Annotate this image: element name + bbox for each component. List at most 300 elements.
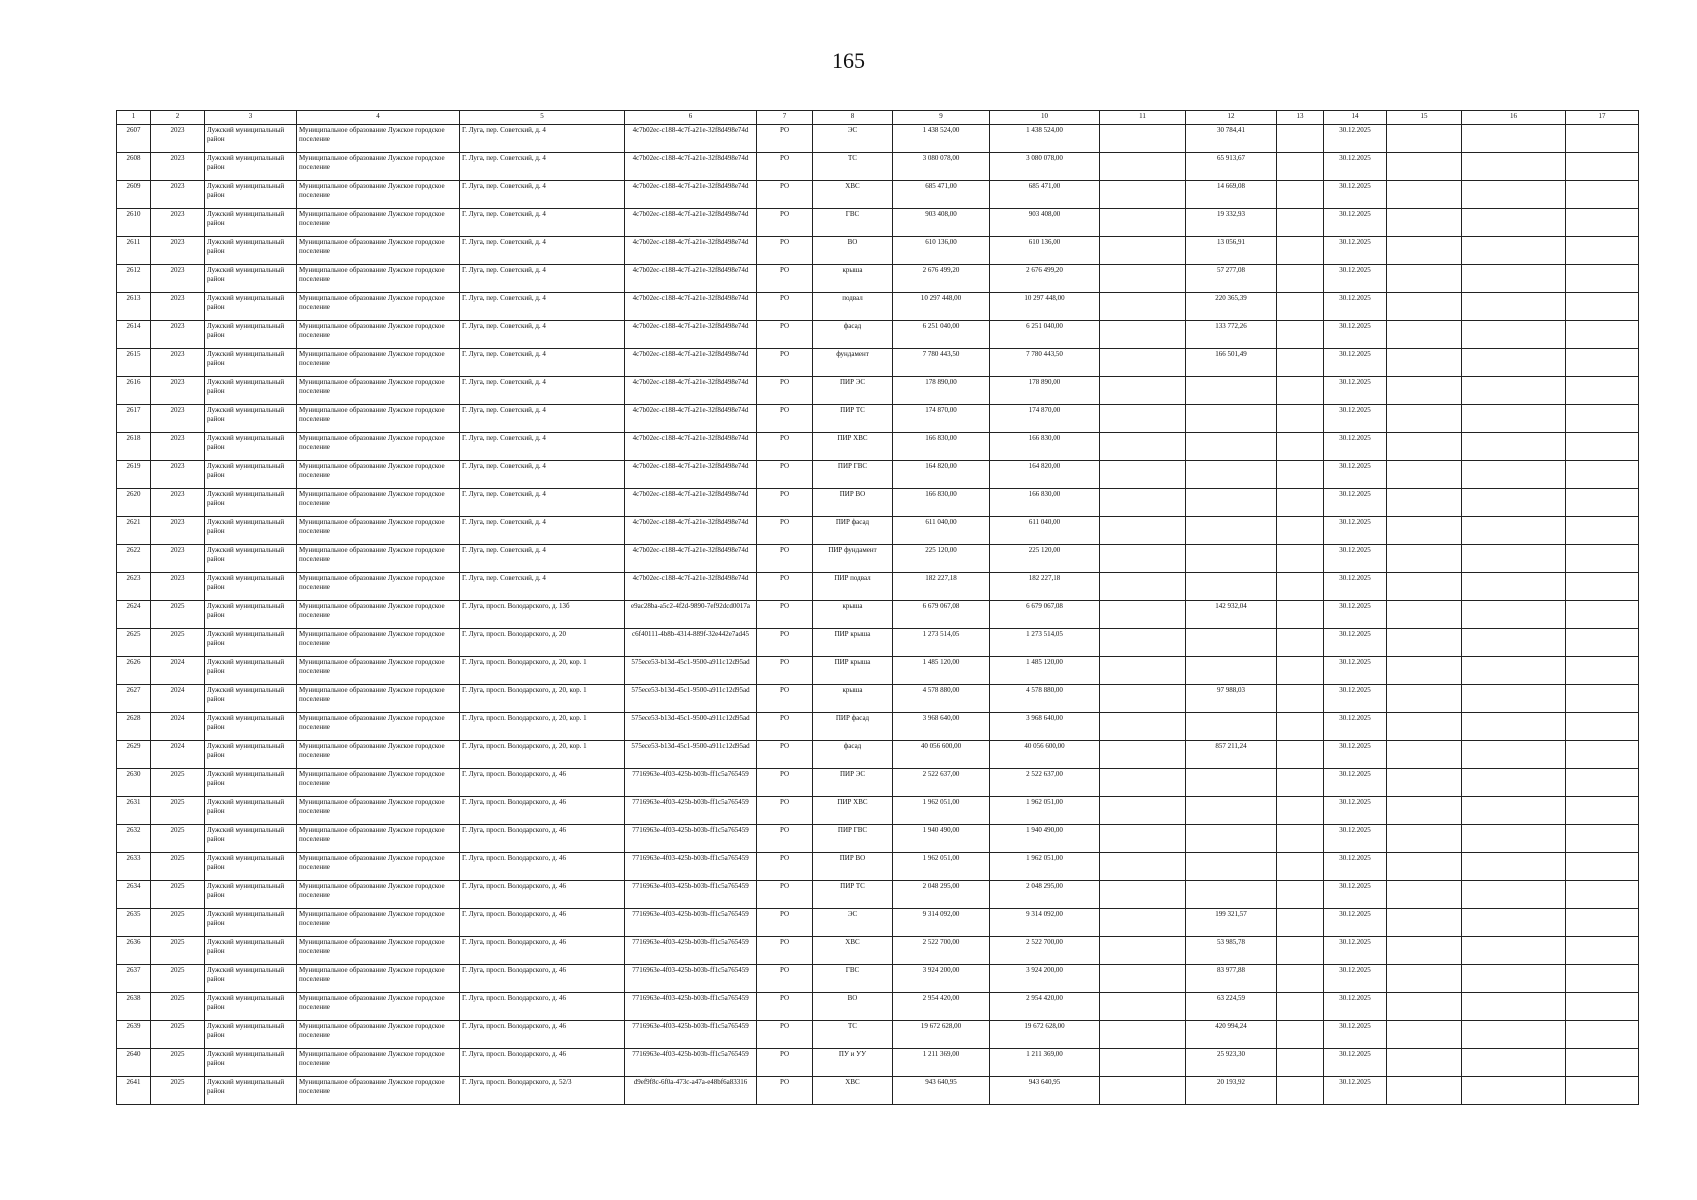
col-16-cell [1462, 209, 1566, 237]
col-15-cell [1387, 405, 1462, 433]
col-11-cell [1100, 153, 1186, 181]
address-cell: Г. Луга, пер. Советский, д. 4 [460, 545, 625, 573]
col-16-cell [1462, 769, 1566, 797]
col-12-cell [1186, 377, 1277, 405]
work-type-cell: ПИР подвал [813, 573, 893, 601]
cost-total-cell: 2 676 499,20 [893, 265, 990, 293]
col-17-cell [1566, 125, 1639, 153]
cost-total-cell: 3 924 200,00 [893, 965, 990, 993]
settlement-cell: Муниципальное образование Лужское городское поселение [297, 349, 460, 377]
row-number-cell: 2619 [117, 461, 151, 489]
col-15-cell [1387, 573, 1462, 601]
work-type-cell: ТС [813, 1021, 893, 1049]
col-13-cell [1277, 965, 1324, 993]
work-type-cell: крыша [813, 265, 893, 293]
col-11-cell [1100, 965, 1186, 993]
col-11-cell [1100, 405, 1186, 433]
col-13-cell [1277, 461, 1324, 489]
type-cell: РО [757, 741, 813, 769]
house-guid-cell: 7716963e-4f03-425b-b03b-ff1c5a765459 [625, 909, 757, 937]
table-row [117, 909, 1639, 937]
cost-fund-cell: 1 438 524,00 [990, 125, 1100, 153]
col-16-cell [1462, 629, 1566, 657]
col-16-cell [1462, 1021, 1566, 1049]
type-cell: РО [757, 517, 813, 545]
work-type-cell: фасад [813, 321, 893, 349]
year-cell: 2023 [151, 293, 205, 321]
year-cell: 2023 [151, 461, 205, 489]
col-12-cell: 25 923,30 [1186, 1049, 1277, 1077]
district-cell: Лужский муниципальный район [205, 825, 297, 853]
type-cell: РО [757, 881, 813, 909]
settlement-cell: Муниципальное образование Лужское городское поселение [297, 825, 460, 853]
col-15-cell [1387, 993, 1462, 1021]
cost-fund-cell: 2 522 637,00 [990, 769, 1100, 797]
col-17-cell [1566, 1077, 1639, 1105]
work-type-cell: крыша [813, 601, 893, 629]
cost-fund-cell: 1 211 369,00 [990, 1049, 1100, 1077]
col-15-cell [1387, 293, 1462, 321]
address-cell: Г. Луга, просп. Володарского, д. 46 [460, 825, 625, 853]
address-cell: Г. Луга, пер. Советский, д. 4 [460, 349, 625, 377]
col-15-cell [1387, 1049, 1462, 1077]
deadline-cell: 30.12.2025 [1324, 713, 1387, 741]
table-row [117, 1021, 1639, 1049]
column-header-15: 15 [1387, 111, 1462, 125]
col-16-cell [1462, 657, 1566, 685]
type-cell: РО [757, 797, 813, 825]
district-cell: Лужский муниципальный район [205, 769, 297, 797]
col-15-cell [1387, 209, 1462, 237]
col-15-cell [1387, 825, 1462, 853]
col-11-cell [1100, 489, 1186, 517]
house-guid-cell: d9ef9f8c-6f0a-473c-a47a-e48bf6a83316 [625, 1077, 757, 1105]
year-cell: 2023 [151, 125, 205, 153]
settlement-cell: Муниципальное образование Лужское городское поселение [297, 1049, 460, 1077]
col-16-cell [1462, 1077, 1566, 1105]
col-17-cell [1566, 881, 1639, 909]
work-type-cell: ПИР крыша [813, 657, 893, 685]
deadline-cell: 30.12.2025 [1324, 881, 1387, 909]
cost-total-cell: 1 962 051,00 [893, 797, 990, 825]
row-number-cell: 2629 [117, 741, 151, 769]
cost-fund-cell: 9 314 092,00 [990, 909, 1100, 937]
table-row [117, 853, 1639, 881]
work-type-cell: ПИР ВО [813, 853, 893, 881]
col-17-cell [1566, 769, 1639, 797]
address-cell: Г. Луга, просп. Володарского, д. 20, кор. 1 [460, 657, 625, 685]
work-type-cell: ПИР ЭС [813, 377, 893, 405]
column-header-9: 9 [893, 111, 990, 125]
house-guid-cell: 7716963e-4f03-425b-b03b-ff1c5a765459 [625, 797, 757, 825]
cost-fund-cell: 6 251 040,00 [990, 321, 1100, 349]
col-17-cell [1566, 153, 1639, 181]
type-cell: РО [757, 657, 813, 685]
settlement-cell: Муниципальное образование Лужское городское поселение [297, 237, 460, 265]
col-17-cell [1566, 825, 1639, 853]
table-row [117, 573, 1639, 601]
row-number-cell: 2623 [117, 573, 151, 601]
column-header-8: 8 [813, 111, 893, 125]
year-cell: 2023 [151, 433, 205, 461]
row-number-cell: 2640 [117, 1049, 151, 1077]
col-17-cell [1566, 797, 1639, 825]
cost-total-cell: 1 962 051,00 [893, 853, 990, 881]
settlement-cell: Муниципальное образование Лужское городское поселение [297, 1021, 460, 1049]
col-13-cell [1277, 1077, 1324, 1105]
district-cell: Лужский муниципальный район [205, 517, 297, 545]
house-guid-cell: 4c7b02ec-c188-4c7f-a21e-32f8d498e74d [625, 377, 757, 405]
table-row [117, 349, 1639, 377]
house-guid-cell: 4c7b02ec-c188-4c7f-a21e-32f8d498e74d [625, 153, 757, 181]
col-11-cell [1100, 1077, 1186, 1105]
settlement-cell: Муниципальное образование Лужское городское поселение [297, 601, 460, 629]
settlement-cell: Муниципальное образование Лужское городское поселение [297, 937, 460, 965]
col-17-cell [1566, 181, 1639, 209]
type-cell: РО [757, 433, 813, 461]
deadline-cell: 30.12.2025 [1324, 349, 1387, 377]
col-11-cell [1100, 265, 1186, 293]
cost-fund-cell: 943 640,95 [990, 1077, 1100, 1105]
table-row [117, 293, 1639, 321]
column-header-16: 16 [1462, 111, 1566, 125]
col-15-cell [1387, 741, 1462, 769]
register-table [116, 110, 1639, 1105]
cost-fund-cell: 225 120,00 [990, 545, 1100, 573]
row-number-cell: 2617 [117, 405, 151, 433]
col-13-cell [1277, 685, 1324, 713]
col-12-cell [1186, 881, 1277, 909]
col-11-cell [1100, 741, 1186, 769]
col-12-cell [1186, 797, 1277, 825]
col-11-cell [1100, 629, 1186, 657]
district-cell: Лужский муниципальный район [205, 405, 297, 433]
column-header-1: 1 [117, 111, 151, 125]
col-12-cell: 133 772,26 [1186, 321, 1277, 349]
address-cell: Г. Луга, просп. Володарского, д. 46 [460, 909, 625, 937]
deadline-cell: 30.12.2025 [1324, 153, 1387, 181]
table-row [117, 461, 1639, 489]
column-header-17: 17 [1566, 111, 1639, 125]
year-cell: 2025 [151, 853, 205, 881]
address-cell: Г. Луга, пер. Советский, д. 4 [460, 321, 625, 349]
work-type-cell: подвал [813, 293, 893, 321]
col-17-cell [1566, 965, 1639, 993]
house-guid-cell: 4c7b02ec-c188-4c7f-a21e-32f8d498e74d [625, 573, 757, 601]
row-number-cell: 2615 [117, 349, 151, 377]
address-cell: Г. Луга, пер. Советский, д. 4 [460, 489, 625, 517]
settlement-cell: Муниципальное образование Лужское городское поселение [297, 685, 460, 713]
col-11-cell [1100, 797, 1186, 825]
row-number-cell: 2628 [117, 713, 151, 741]
year-cell: 2023 [151, 153, 205, 181]
col-13-cell [1277, 181, 1324, 209]
col-12-cell [1186, 489, 1277, 517]
settlement-cell: Муниципальное образование Лужское городское поселение [297, 181, 460, 209]
col-11-cell [1100, 321, 1186, 349]
district-cell: Лужский муниципальный район [205, 881, 297, 909]
table-row [117, 265, 1639, 293]
col-16-cell [1462, 293, 1566, 321]
table-row [117, 237, 1639, 265]
address-cell: Г. Луга, пер. Советский, д. 4 [460, 293, 625, 321]
house-guid-cell: 7716963e-4f03-425b-b03b-ff1c5a765459 [625, 825, 757, 853]
cost-fund-cell: 182 227,18 [990, 573, 1100, 601]
cost-fund-cell: 903 408,00 [990, 209, 1100, 237]
col-11-cell [1100, 853, 1186, 881]
type-cell: РО [757, 573, 813, 601]
settlement-cell: Муниципальное образование Лужское городское поселение [297, 741, 460, 769]
work-type-cell: ПИР ГВС [813, 461, 893, 489]
col-12-cell [1186, 517, 1277, 545]
col-12-cell [1186, 629, 1277, 657]
col-15-cell [1387, 461, 1462, 489]
type-cell: РО [757, 377, 813, 405]
table-row [117, 1077, 1639, 1105]
col-12-cell: 20 193,92 [1186, 1077, 1277, 1105]
col-15-cell [1387, 517, 1462, 545]
table-body [117, 125, 1639, 1105]
year-cell: 2025 [151, 825, 205, 853]
col-12-cell [1186, 769, 1277, 797]
cost-total-cell: 903 408,00 [893, 209, 990, 237]
address-cell: Г. Луга, пер. Советский, д. 4 [460, 461, 625, 489]
col-16-cell [1462, 377, 1566, 405]
cost-fund-cell: 3 968 640,00 [990, 713, 1100, 741]
cost-fund-cell: 2 048 295,00 [990, 881, 1100, 909]
col-13-cell [1277, 937, 1324, 965]
col-17-cell [1566, 601, 1639, 629]
table-row [117, 713, 1639, 741]
house-guid-cell: 575ece53-b13d-45c1-9500-a911c12d95ad [625, 657, 757, 685]
deadline-cell: 30.12.2025 [1324, 517, 1387, 545]
type-cell: РО [757, 405, 813, 433]
row-number-cell: 2622 [117, 545, 151, 573]
col-13-cell [1277, 237, 1324, 265]
address-cell: Г. Луга, пер. Советский, д. 4 [460, 237, 625, 265]
house-guid-cell: 7716963e-4f03-425b-b03b-ff1c5a765459 [625, 881, 757, 909]
cost-total-cell: 182 227,18 [893, 573, 990, 601]
col-13-cell [1277, 741, 1324, 769]
work-type-cell: ХВС [813, 1077, 893, 1105]
address-cell: Г. Луга, просп. Володарского, д. 13б [460, 601, 625, 629]
cost-fund-cell: 1 940 490,00 [990, 825, 1100, 853]
address-cell: Г. Луга, просп. Володарского, д. 46 [460, 881, 625, 909]
cost-fund-cell: 7 780 443,50 [990, 349, 1100, 377]
col-13-cell [1277, 405, 1324, 433]
house-guid-cell: 4c7b02ec-c188-4c7f-a21e-32f8d498e74d [625, 517, 757, 545]
deadline-cell: 30.12.2025 [1324, 545, 1387, 573]
year-cell: 2025 [151, 1077, 205, 1105]
work-type-cell: ПИР ЭС [813, 769, 893, 797]
col-17-cell [1566, 489, 1639, 517]
year-cell: 2025 [151, 937, 205, 965]
col-13-cell [1277, 1021, 1324, 1049]
district-cell: Лужский муниципальный район [205, 909, 297, 937]
col-15-cell [1387, 153, 1462, 181]
table-row [117, 769, 1639, 797]
house-guid-cell: 575ece53-b13d-45c1-9500-a911c12d95ad [625, 685, 757, 713]
district-cell: Лужский муниципальный район [205, 545, 297, 573]
address-cell: Г. Луга, просп. Володарского, д. 20, кор. 1 [460, 713, 625, 741]
col-11-cell [1100, 825, 1186, 853]
district-cell: Лужский муниципальный район [205, 573, 297, 601]
deadline-cell: 30.12.2025 [1324, 1049, 1387, 1077]
house-guid-cell: 4c7b02ec-c188-4c7f-a21e-32f8d498e74d [625, 293, 757, 321]
column-header-14: 14 [1324, 111, 1387, 125]
cost-total-cell: 7 780 443,50 [893, 349, 990, 377]
cost-fund-cell: 2 676 499,20 [990, 265, 1100, 293]
col-17-cell [1566, 377, 1639, 405]
col-16-cell [1462, 153, 1566, 181]
col-17-cell [1566, 209, 1639, 237]
col-16-cell [1462, 797, 1566, 825]
type-cell: РО [757, 1021, 813, 1049]
col-15-cell [1387, 1077, 1462, 1105]
col-13-cell [1277, 433, 1324, 461]
deadline-cell: 30.12.2025 [1324, 965, 1387, 993]
col-16-cell [1462, 237, 1566, 265]
cost-total-cell: 166 830,00 [893, 489, 990, 517]
col-15-cell [1387, 601, 1462, 629]
house-guid-cell: 4c7b02ec-c188-4c7f-a21e-32f8d498e74d [625, 321, 757, 349]
cost-fund-cell: 178 890,00 [990, 377, 1100, 405]
work-type-cell: фундамент [813, 349, 893, 377]
col-12-cell: 19 332,93 [1186, 209, 1277, 237]
col-15-cell [1387, 629, 1462, 657]
deadline-cell: 30.12.2025 [1324, 769, 1387, 797]
row-number-cell: 2633 [117, 853, 151, 881]
row-number-cell: 2618 [117, 433, 151, 461]
column-header-12: 12 [1186, 111, 1277, 125]
type-cell: РО [757, 209, 813, 237]
col-12-cell: 65 913,67 [1186, 153, 1277, 181]
house-guid-cell: 7716963e-4f03-425b-b03b-ff1c5a765459 [625, 853, 757, 881]
cost-fund-cell: 3 924 200,00 [990, 965, 1100, 993]
col-11-cell [1100, 377, 1186, 405]
col-13-cell [1277, 321, 1324, 349]
table-row [117, 153, 1639, 181]
year-cell: 2025 [151, 993, 205, 1021]
table-row [117, 433, 1639, 461]
col-16-cell [1462, 1049, 1566, 1077]
settlement-cell: Муниципальное образование Лужское городское поселение [297, 321, 460, 349]
deadline-cell: 30.12.2025 [1324, 741, 1387, 769]
work-type-cell: ХВС [813, 937, 893, 965]
col-13-cell [1277, 881, 1324, 909]
column-header-3: 3 [205, 111, 297, 125]
house-guid-cell: 4c7b02ec-c188-4c7f-a21e-32f8d498e74d [625, 349, 757, 377]
col-11-cell [1100, 573, 1186, 601]
settlement-cell: Муниципальное образование Лужское городское поселение [297, 909, 460, 937]
row-number-cell: 2620 [117, 489, 151, 517]
col-12-cell: 199 321,57 [1186, 909, 1277, 937]
col-13-cell [1277, 517, 1324, 545]
type-cell: РО [757, 685, 813, 713]
row-number-cell: 2636 [117, 937, 151, 965]
col-16-cell [1462, 517, 1566, 545]
col-13-cell [1277, 993, 1324, 1021]
year-cell: 2023 [151, 349, 205, 377]
address-cell: Г. Луга, пер. Советский, д. 4 [460, 573, 625, 601]
table-row [117, 797, 1639, 825]
col-16-cell [1462, 265, 1566, 293]
cost-fund-cell: 610 136,00 [990, 237, 1100, 265]
district-cell: Лужский муниципальный район [205, 853, 297, 881]
deadline-cell: 30.12.2025 [1324, 237, 1387, 265]
col-11-cell [1100, 433, 1186, 461]
col-17-cell [1566, 545, 1639, 573]
col-17-cell [1566, 461, 1639, 489]
address-cell: Г. Луга, пер. Советский, д. 4 [460, 265, 625, 293]
year-cell: 2024 [151, 741, 205, 769]
col-11-cell [1100, 713, 1186, 741]
col-13-cell [1277, 489, 1324, 517]
col-11-cell [1100, 125, 1186, 153]
house-guid-cell: 4c7b02ec-c188-4c7f-a21e-32f8d498e74d [625, 461, 757, 489]
settlement-cell: Муниципальное образование Лужское городское поселение [297, 461, 460, 489]
col-11-cell [1100, 909, 1186, 937]
cost-total-cell: 174 870,00 [893, 405, 990, 433]
col-17-cell [1566, 685, 1639, 713]
cost-fund-cell: 19 672 628,00 [990, 1021, 1100, 1049]
district-cell: Лужский муниципальный район [205, 965, 297, 993]
col-15-cell [1387, 937, 1462, 965]
table-row [117, 993, 1639, 1021]
col-17-cell [1566, 293, 1639, 321]
type-cell: РО [757, 853, 813, 881]
settlement-cell: Муниципальное образование Лужское городское поселение [297, 1077, 460, 1105]
column-header-11: 11 [1100, 111, 1186, 125]
deadline-cell: 30.12.2025 [1324, 125, 1387, 153]
type-cell: РО [757, 265, 813, 293]
house-guid-cell: 7716963e-4f03-425b-b03b-ff1c5a765459 [625, 1049, 757, 1077]
col-13-cell [1277, 125, 1324, 153]
deadline-cell: 30.12.2025 [1324, 797, 1387, 825]
table-row [117, 321, 1639, 349]
column-header-2: 2 [151, 111, 205, 125]
col-11-cell [1100, 349, 1186, 377]
cost-fund-cell: 3 080 078,00 [990, 153, 1100, 181]
col-11-cell [1100, 601, 1186, 629]
year-cell: 2025 [151, 1021, 205, 1049]
col-15-cell [1387, 769, 1462, 797]
house-guid-cell: 7716963e-4f03-425b-b03b-ff1c5a765459 [625, 993, 757, 1021]
table-row [117, 741, 1639, 769]
cost-total-cell: 2 048 295,00 [893, 881, 990, 909]
house-guid-cell: 4c7b02ec-c188-4c7f-a21e-32f8d498e74d [625, 181, 757, 209]
col-15-cell [1387, 433, 1462, 461]
col-11-cell [1100, 517, 1186, 545]
row-number-cell: 2637 [117, 965, 151, 993]
row-number-cell: 2621 [117, 517, 151, 545]
district-cell: Лужский муниципальный район [205, 685, 297, 713]
row-number-cell: 2634 [117, 881, 151, 909]
col-15-cell [1387, 321, 1462, 349]
work-type-cell: ПИР ХВС [813, 433, 893, 461]
address-cell: Г. Луга, пер. Советский, д. 4 [460, 377, 625, 405]
col-15-cell [1387, 181, 1462, 209]
year-cell: 2025 [151, 769, 205, 797]
cost-fund-cell: 611 040,00 [990, 517, 1100, 545]
col-13-cell [1277, 293, 1324, 321]
table-header [117, 111, 1639, 125]
address-cell: Г. Луга, просп. Володарского, д. 46 [460, 1049, 625, 1077]
row-number-cell: 2607 [117, 125, 151, 153]
work-type-cell: ХВС [813, 181, 893, 209]
year-cell: 2023 [151, 545, 205, 573]
col-12-cell: 220 365,39 [1186, 293, 1277, 321]
